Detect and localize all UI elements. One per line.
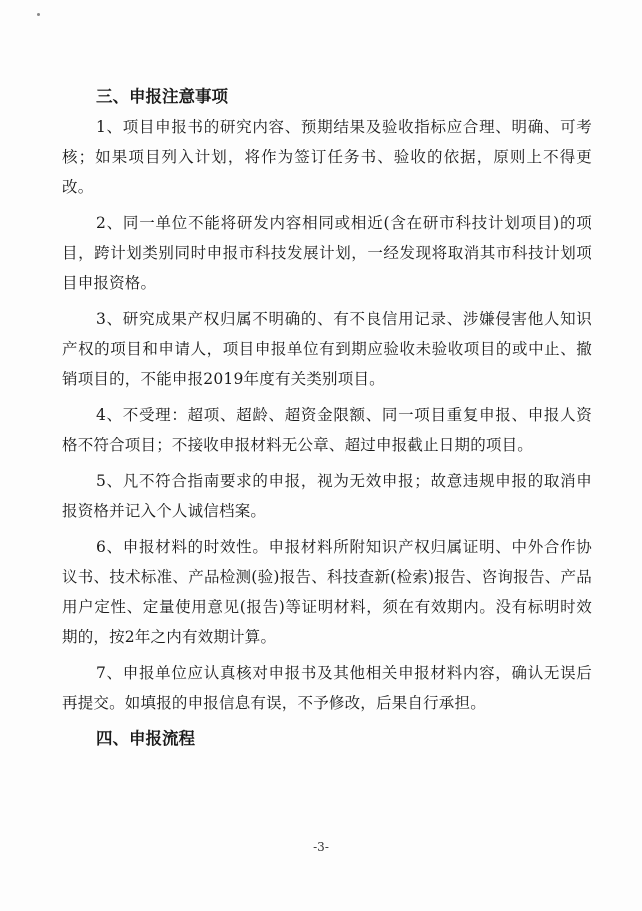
section-3-heading: 三、申报注意事项 [96,87,228,106]
page-number: -3- [313,840,329,854]
item-6: 6、申报材料的时效性。申报材料所附知识产权归属证明、中外合作协议书、技术标准、产品检测(验)报告、科技查新(检索)报告、咨询报告、产品用户定性、定量使用意见(报告)等证明材料，须在有效期内。没有标明时效期的，按2年之内有效期计算。 [62,538,592,646]
section-4-heading: 四、申报流程 [96,729,195,748]
item-4: 4、不受理：超项、超龄、超资金限额、同一项目重复申报、申报人资格不符合项目；不接收申报材料无公章、超过申报截止日期的项目。 [62,406,592,454]
item-1: 1、项目申报书的研究内容、预期结果及验收指标应合理、明确、可考核；如果项目列入计划，将作为签订任务书、验收的依据，原则上不得更改。 [62,118,592,196]
item-3: 3、研究成果产权归属不明确的、有不良信用记录、涉嫌侵害他人知识产权的项目和申请人，项目申报单位有到期应验收未验收项目的或中止、撤销项目的，不能申报2019年度有关类别项目。 [62,310,592,388]
document-body [62,82,592,754]
scan-speck [37,13,40,16]
item-7: 7、申报单位应认真核对申报书及其他相关申报材料内容，确认无误后再提交。如填报的申报信息有误，不予修改，后果自行承担。 [62,664,592,712]
item-5: 5、凡不符合指南要求的申报，视为无效申报；故意违规申报的取消申报资格并记入个人诚信档案。 [62,472,592,520]
item-2: 2、同一单位不能将研发内容相同或相近(含在研市科技计划项目)的项目，跨计划类别同时申报市科技发展计划，一经发现将取消其市科技计划项目申报资格。 [62,214,592,292]
